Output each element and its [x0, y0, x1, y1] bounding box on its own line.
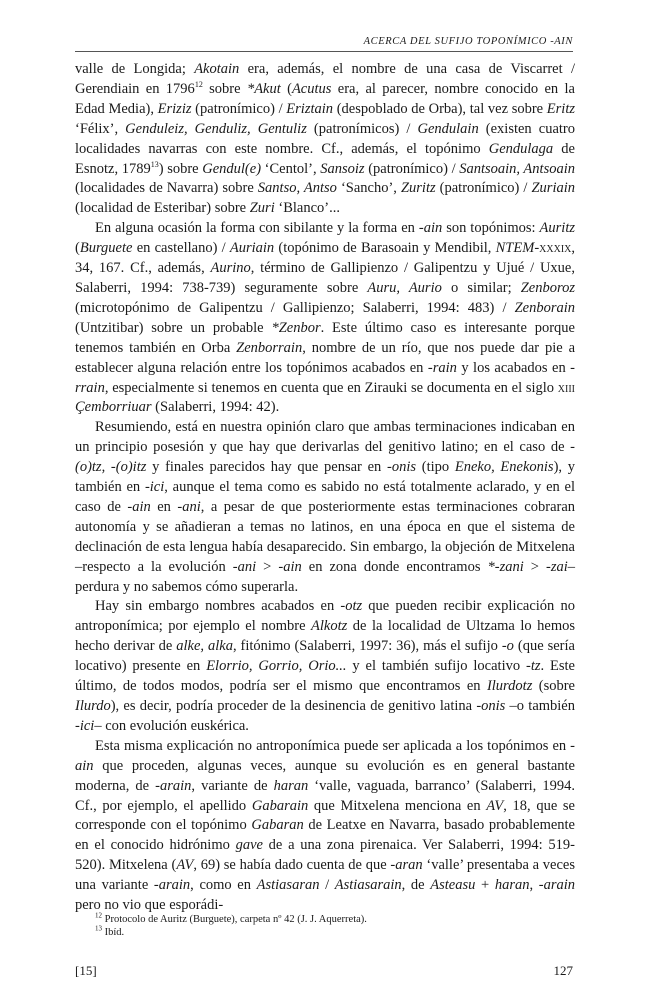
paragraph: valle de Longida; Akotain era, además, el nombre de una casa de Viscarret / Gerendiain en 1796$^{12}$ sobre *Akut (Acutus era, al parecer, nombre conocido en la Edad Media), Eriziz (patronímico) / Eriztain (despoblado de Orba), tal vez sobre Eritz ‘Félix’, Genduleiz, Genduliz, Gentuliz (patronímicos) / Gendulain (existen cuatro localidades navarras con este nombre. Cf., además, el topónimo Gendulaga de Esnotz, 1789$^{13}$) sobre Gendul(e) ‘Centol’, Sansoiz (patronímico) / Santsoain, Antsoain (localidades de Navarra) sobre Santso, Antso ‘Sancho’, Zuritz (patronímico) / Zuriain (localidad de Esteribar) sobre Zuri ‘Blanco’...: [75, 61, 575, 217]
running-header: [75, 36, 573, 52]
footnote-13: $^{13}$ Ibíd.: [95, 924, 125, 938]
paragraph: Hay sin embargo nombres acabados en -otz que pueden recibir explicación no antroponímica; por ejemplo el nombre Alkotz de la localidad de Ultzama lo hemos hecho derivar de alke, alka, fitónimo (Salaberri, 1997: 36), más el sufijo -o (que sería locativo) presente en Elorrio, Gorrio, Orio... y el también sufijo locativo -tz. Este último, de todos modos, podría ser el mismo que encontramos en Ilurdotz (sobre Ilurdo), es decir, podría proceder de la desinencia de genitivo latina -onis –o también -ici– con evolución euskérica.: [75, 598, 575, 734]
paragraph: En alguna ocasión la forma con sibilante y la forma en -ain son topónimos: Auritz (Burguete en castellano) / Auriain (topónimo de Barasoain y Mendibil, NTEM-xxxix, 34, 167. Cf., además, Aurino, término de Gallipienzo / Galipentzu y Ujué / Uxue, Salaberri, 1994: 738-739) seguramente sobre Auru, Aurio o similar; Zenboroz (microtopónimo de Galipentzu / Gallipienzo; Salaberri, 1994: 483) / Zenborain (Untzitibar) sobre un probable *Zenbor. Este último caso es interesante porque tenemos también en Orba Zenborrain, nombre de un río, que nos puede dar pie a establecer alguna relación entre los topónimos acabados en -rain y los acabados en -rrain, especialmente si tenemos en cuenta que en Zirauki se documenta en el siglo xiii Çemborriuar (Salaberri, 1994: 42).: [75, 220, 576, 416]
page-number: 127: [553, 963, 573, 978]
body-text: [75, 60, 575, 916]
footer-section-number: [15]: [75, 963, 97, 978]
paragraph: Resumiendo, está en nuestra opinión claro que ambas terminaciones indicaban en un principio posesión y que hay que derivarlas del genitivo latino; en el caso de -(o)tz, -(o)itz y finales parecidos hay que pensar en -onis (tipo Eneko, Enekonis), y también en -ici, aunque el tema como es sabido no está totalmente aclarado, y en el caso de -ain en -ani, a pesar de que posteriormente estas terminaciones cobraran autonomía y se añadieran a temas no latinos, en una época en que el sistema de declinación de esta lengua había desaparecido. Sin embargo, la objeción de Mitxelena –respecto a la evolución -ani > -ain en zona donde encontramos *-zani > -zai– perdura y no sabemos cómo superarla.: [75, 419, 576, 595]
footnotes: [75, 913, 575, 939]
paragraph: Esta misma explicación no antroponímica puede ser aplicada a los topónimos en -ain que proceden, algunas veces, aunque su evolución es en general bastante moderna, de -arain, variante de haran ‘valle, vaguada, barranco’ (Salaberri, 1994. Cf., por ejemplo, el apellido Gabarain que Mitxelena menciona en AV, 18, que se corresponde con el topónimo Gabaran de Leatxe en Navarra, basado probablemente en el conocido hidrónimo gave de a una zona pirenaica. Ver Salaberri, 1994: 519-520). Mitxelena (AV, 69) se había dado cuenta de que -aran ‘valle’ presentaba a veces una variante -arain, como en Astiasaran / Astiasarain, de Asteasu + haran, -arain pero no vio que esporádi-: [75, 737, 576, 914]
running-title: ACERCA DEL SUFIJO TOPONÍMICO -AIN: [363, 36, 573, 47]
footnote-12: $^{12}$ Protocolo de Auritz (Burguete), carpeta nº 42 (J. J. Aquerreta).: [95, 911, 367, 925]
